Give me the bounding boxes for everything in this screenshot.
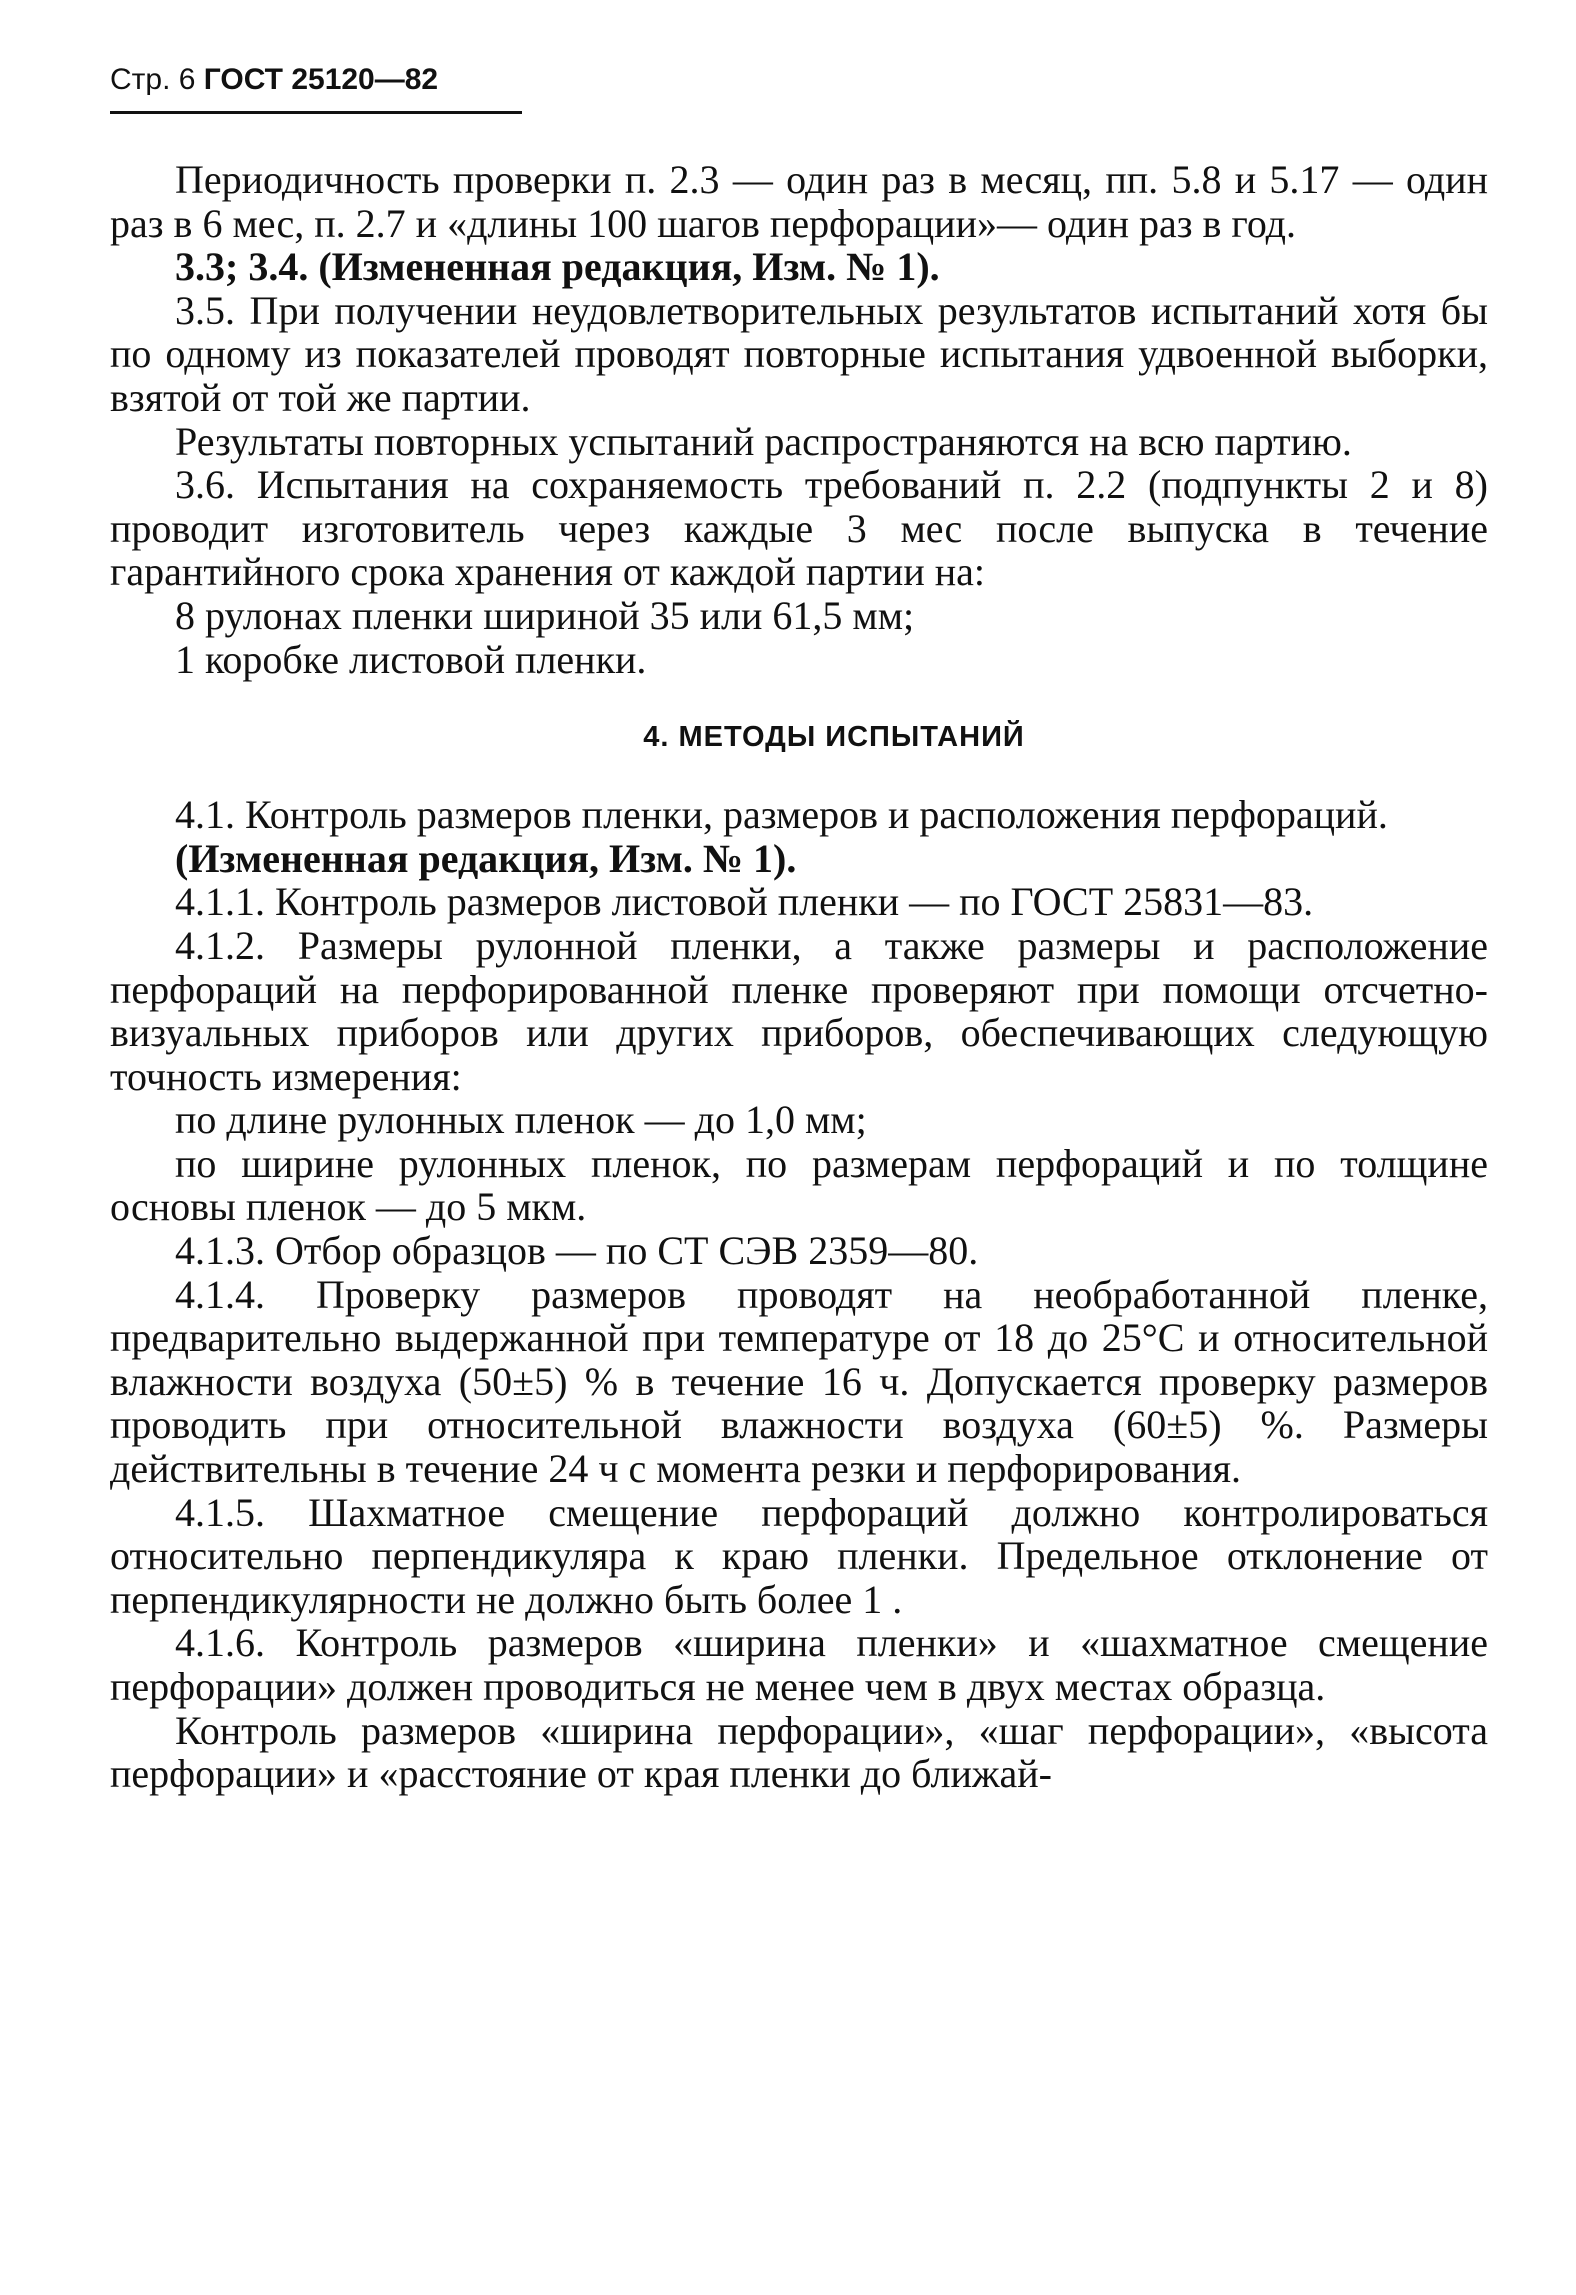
paragraph-amendment-3-3-3-4: 3.3; 3.4. (Измененная редакция, Изм. № 1). (175, 244, 940, 290)
paragraph-box: 1 коробке листовой пленки. (175, 636, 647, 682)
paragraph-4-1: 4.1. Контроль размеров пленки, размеров и расположения перфораций. (175, 792, 1388, 838)
paragraph-4-1-4: 4.1.4. Проверку размеров проводят на необработанной пленке, предварительно выдержанной при температуре от 18 до 25°С и относительной влажности воздуха (50±5) % в течение 16 ч. Допускается проверку размеров проводить при относительной влажности воздуха (60±5) %. Размеры действительны в течение 24 ч с момента резки и перфорирования. (110, 1271, 1488, 1492)
paragraph-repeat-results: Результаты повторных успытаний распространяются на всю партию. (175, 418, 1352, 464)
paragraph-width-accuracy: по ширине рулонных пленок, по размерам перфораций и по толщине основы пленок — до 5 мкм. (110, 1140, 1488, 1230)
document-body (110, 158, 1488, 1796)
paragraph-perforation-control: Контроль размеров «ширина перфорации», «шаг перфорации», «высота перфорации» и «расстояние от края пленки до ближай- (110, 1707, 1488, 1797)
paragraph-4-1-6: 4.1.6. Контроль размеров «ширина пленки» и «шахматное смещение перфорации» должен проводиться не менее чем в двух местах образца. (110, 1620, 1488, 1709)
paragraph-periodicity: Периодичность проверки п. 2.3 — один раз в месяц, пп. 5.8 и 5.17 — один раз в 6 мес, п. 2.7 и «длины 100 шагов перфорации»— один раз в год. (110, 157, 1488, 246)
paragraph-4-1-1: 4.1.1. Контроль размеров листовой пленки — по ГОСТ 25831—83. (175, 879, 1314, 925)
paragraph-4-1-5: 4.1.5. Шахматное смещение перфораций должно контролироваться относительно перпендикуляра к краю пленки. Предельное отклонение от перпендикулярности не должно быть более 1 . (110, 1489, 1488, 1622)
paragraph-rolls: 8 рулонах пленки шириной 35 или 61,5 мм; (175, 592, 915, 638)
paragraph-amendment-4-1: (Измененная редакция, Изм. № 1). (175, 835, 797, 881)
page-header (110, 62, 438, 98)
section-title-test-methods: 4. МЕТОДЫ ИСПЫТАНИЙ (643, 721, 1025, 754)
page-number-label: Стр. 6 (110, 63, 196, 96)
standard-designation: ГОСТ 25120—82 (203, 63, 439, 96)
paragraph-4-1-3: 4.1.3. Отбор образцов — по СТ СЭВ 2359—80. (175, 1228, 979, 1274)
paragraph-4-1-2: 4.1.2. Размеры рулонной пленки, а также размеры и расположение перфораций на перфорированной пленке проверяют при помощи отсчетно-визуальных приборов или других приборов, обеспечивающих следующую точность измерения: (110, 922, 1488, 1099)
paragraph-3-5: 3.5. При получении неудовлетворительных результатов испытаний хотя бы по одному из показателей проводят повторные испытания удвоенной выборки, взятой от той же партии. (110, 287, 1488, 420)
header-rule (110, 111, 522, 114)
paragraph-3-6: 3.6. Испытания на сохраняемость требований п. 2.2 (подпункты 2 и 8) проводит изготовитель через каждые 3 мес после выпуска в течение гарантийного срока хранения от каждой партии на: (110, 462, 1488, 595)
paragraph-length-accuracy: по длине рулонных пленок — до 1,0 мм; (175, 1097, 867, 1143)
